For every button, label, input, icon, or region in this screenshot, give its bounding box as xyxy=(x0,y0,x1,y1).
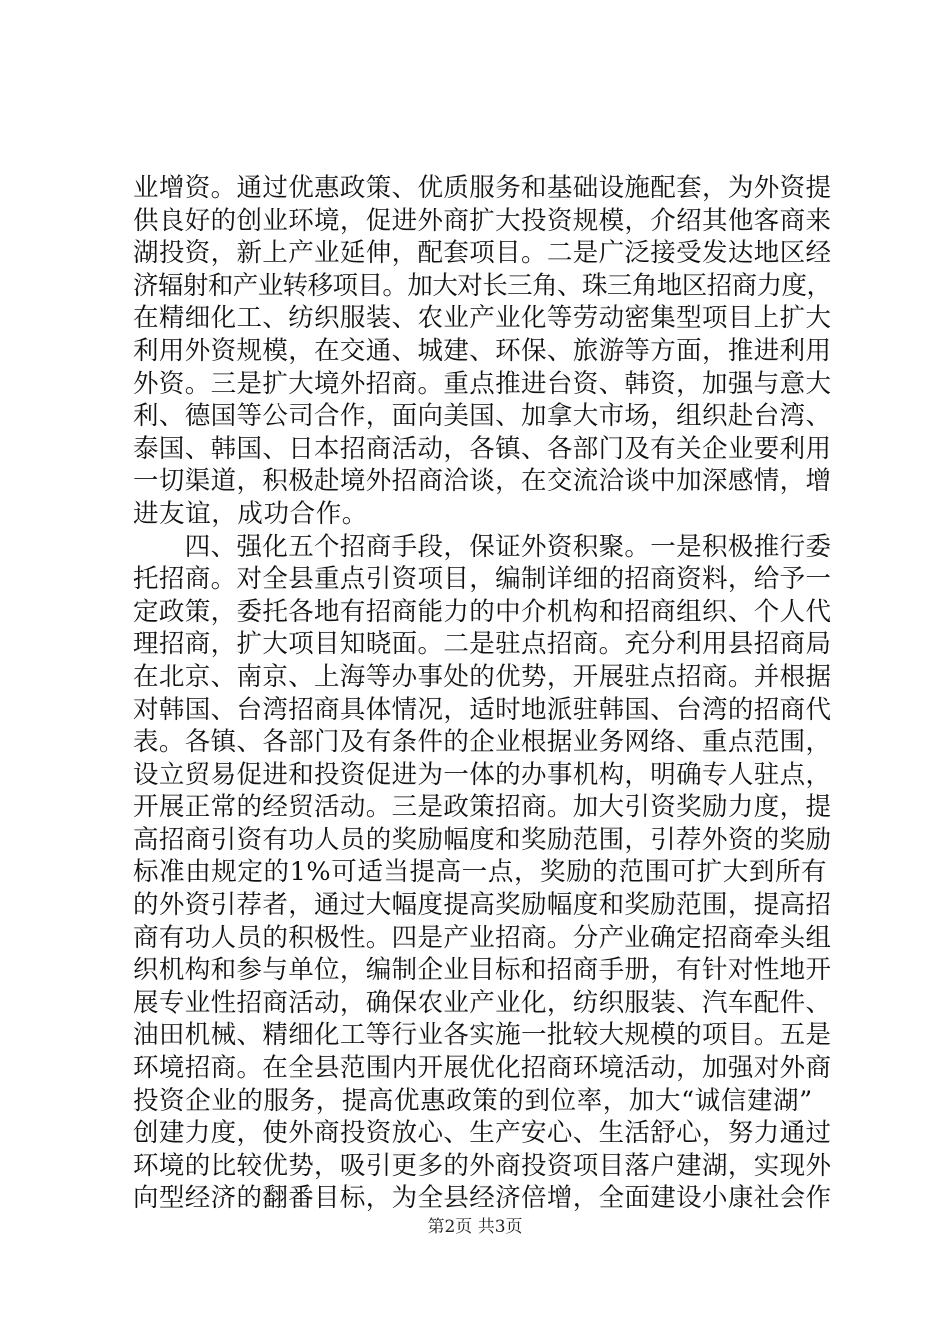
text-line: 环境招商。在全县范围内开展优化招商环境活动，加强对外商 xyxy=(133,1053,832,1084)
text-line: 一切渠道，积极赴境外招商洽谈，在交流洽谈中加深感情，增 xyxy=(133,466,832,497)
text-line: 开展正常的经贸活动。三是政策招商。加大引资奖励力度，提 xyxy=(133,792,832,823)
text-line: 油田机械、精细化工等行业各实施一批较大规模的项目。五是 xyxy=(133,1020,832,1051)
text-line: 投资企业的服务，提高优惠政策的到位率，加大“诚信建湖” xyxy=(133,1085,813,1116)
text-line: 标准由规定的1%可适当提高一点，奖励的范围可扩大到所有 xyxy=(133,857,828,888)
text-line: 表。各镇、各部门及有条件的企业根据业务网络、重点范围， xyxy=(133,727,832,758)
text-line: 利、德国等公司合作，面向美国、加拿大市场，组织赴台湾、 xyxy=(133,401,832,432)
text-line: 济辐射和产业转移项目。加大对长三角、珠三角地区招商力度， xyxy=(133,270,832,301)
text-line: 托招商。对全县重点引资项目，编制详细的招商资料，给予一 xyxy=(133,564,832,595)
text-line: 织机构和参与单位，编制企业目标和招商手册，有针对性地开 xyxy=(133,955,832,986)
text-line: 进友谊，成功合作。 xyxy=(133,498,368,529)
text-line: 泰国、韩国、日本招商活动，各镇、各部门及有关企业要利用 xyxy=(133,433,832,464)
page-footer: 第2页 共3页 xyxy=(427,1217,523,1237)
text-line: 商有功人员的积极性。四是产业招商。分产业确定招商牵头组 xyxy=(133,922,832,953)
text-line: 供良好的创业环境，促进外商扩大投资规模，介绍其他客商来 xyxy=(133,205,832,236)
text-line: 业增资。通过优惠政策、优质服务和基础设施配套，为外资提 xyxy=(133,173,832,203)
text-line: 外资。三是扩大境外招商。重点推进台资、韩资，加强与意大 xyxy=(133,368,832,399)
text-line: 对韩国、台湾招商具体情况，适时地派驻韩国、台湾的招商代 xyxy=(133,694,832,725)
text-line: 高招商引资有功人员的奖励幅度和奖励范围，引荐外资的奖励 xyxy=(133,824,832,855)
text-line: 理招商，扩大项目知晓面。二是驻点招商。充分利用县招商局 xyxy=(133,629,832,660)
text-line: 定政策，委托各地有招商能力的中介机构和招商组织、个人代 xyxy=(133,596,832,627)
text-line: 利用外资规模，在交通、城建、环保、旅游等方面，推进利用 xyxy=(133,335,832,366)
text-line: 的外资引荐者，通过大幅度提高奖励幅度和奖励范围，提高招 xyxy=(133,890,832,921)
text-line: 设立贸易促进和投资促进为一体的办事机构，明确专人驻点， xyxy=(133,759,832,790)
text-line: 创建力度，使外商投资放心、生产安心、生活舒心，努力通过 xyxy=(133,1118,832,1149)
text-line: 湖投资，新上产业延伸，配套项目。二是广泛接受发达地区经 xyxy=(133,238,832,269)
text-line: 环境的比较优势，吸引更多的外商投资项目落户建湖，实现外 xyxy=(133,1150,832,1181)
body-text xyxy=(133,172,833,1215)
text-line: 向型经济的翻番目标，为全县经济倍增，全面建设小康社会作 xyxy=(133,1183,832,1214)
text-line: 在精细化工、纺织服装、农业产业化等劳动密集型项目上扩大 xyxy=(133,303,832,334)
text-line: 展专业性招商活动，确保农业产业化，纺织服装、汽车配件、 xyxy=(133,987,832,1018)
text-line: 在北京、南京、上海等办事处的优势，开展驻点招商。并根据 xyxy=(133,661,832,692)
text-line: 四、强化五个招商手段，保证外资积聚。一是积极推行委 xyxy=(133,531,832,562)
